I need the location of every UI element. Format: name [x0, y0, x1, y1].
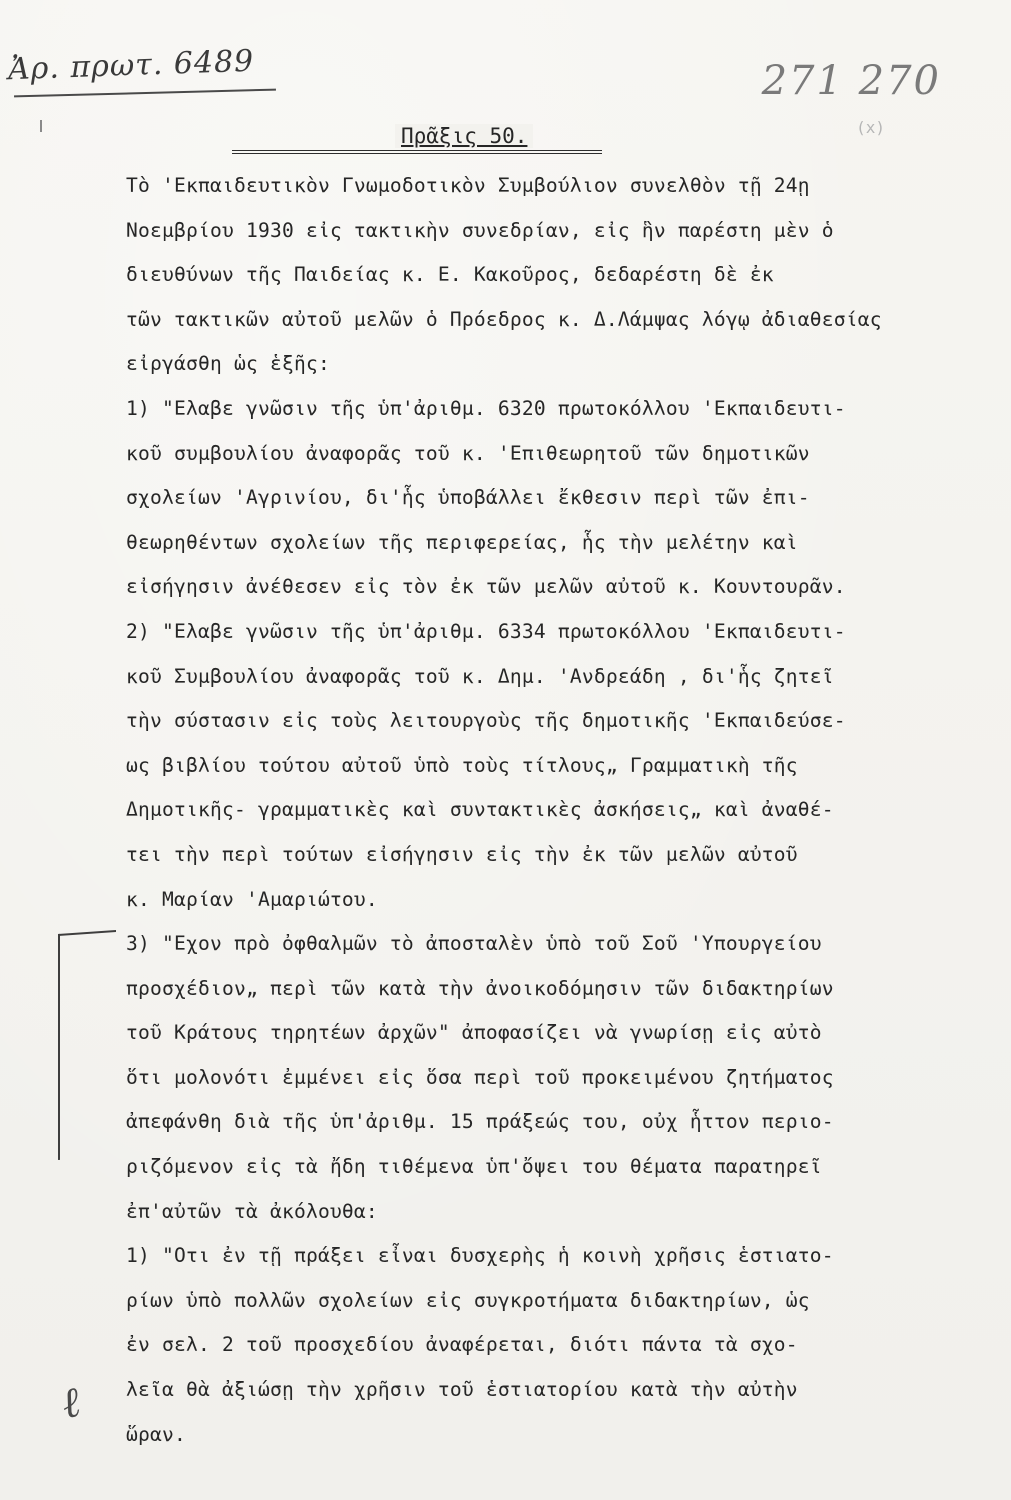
text-line: 1) "Ελαβε γνῶσιν τῆς ὑπ'ἀριθμ. 6320 πρωτοκόλλου 'Εκπαιδευτι- — [126, 396, 846, 420]
text-line: 2) "Ελαβε γνῶσιν τῆς ὑπ'ἀριθμ. 6334 πρωτοκόλλου 'Εκπαιδευτι- — [126, 619, 846, 643]
text-line: σχολείων 'Αγρινίου, δι'ἧς ὑποβάλλει ἔκθεσιν περὶ τῶν ἐπι- — [126, 486, 810, 510]
text-line: κ. Μαρίαν 'Αμαριώτου. — [126, 887, 378, 911]
text-line: τει τὴν περὶ τούτων εἰσήγησιν εἰς τὴν ἐκ τῶν μελῶν αὐτοῦ — [126, 842, 798, 866]
text-line: ὅτι μολονότι ἐμμένει εἰς ὅσα περὶ τοῦ προκειμένου ζητήματος — [126, 1065, 834, 1089]
text-line: Τὸ 'Εκπαιδευτικὸν Γνωμοδοτικὸν Συμβούλιον συνελθὸν τῇ 24ῃ — [126, 174, 810, 197]
text-line: διευθύνων τῆς Παιδείας κ. Ε. Κακοῦρος, δεδαρέστη δὲ ἐκ — [126, 263, 774, 287]
text-line: ἐν σελ. 2 τοῦ προσχεδίου ἀναφέρεται, διότι πάντα τὰ σχο- — [126, 1333, 798, 1357]
text-line: κοῦ συμβουλίου ἀναφορᾶς τοῦ κ. 'Επιθεωρητοῦ τῶν δημοτικῶν — [126, 441, 810, 465]
text-line: 1) "Οτι ἐν τῇ πράξει εἶναι δυσχερὴς ἡ κοινὴ χρῆσις ἑστιατο- — [126, 1244, 834, 1268]
text-line: ὥραν. — [126, 1422, 186, 1446]
text-line: εἰσήγησιν ἀνέθεσεν εἰς τὸν ἐκ τῶν μελῶν αὐτοῦ κ. Κουντουρᾶν. — [126, 575, 846, 599]
text-line: θεωρηθέντων σχολείων τῆς περιφερείας, ἧς τὴν μελέτην καὶ — [126, 530, 798, 554]
margin-tick — [40, 120, 42, 132]
text-line: ως βιβλίου τούτου αὐτοῦ ὑπὸ τοὺς τίτλους„ Γραμματικὴ τῆς — [126, 753, 798, 777]
faint-corner-mark: (x) — [856, 118, 885, 137]
text-line: Νοεμβρίου 1930 εἰς τακτικὴν συνεδρίαν, εἰς ἣν παρέστη μὲν ὁ — [126, 218, 834, 242]
handwritten-reference: Ἀρ. πρωτ. 6489 — [7, 43, 255, 88]
text-line: ἐπ'αὐτῶν τὰ ἀκόλουθα: — [126, 1199, 378, 1223]
text-line: ἀπεφάνθη διὰ τῆς ὑπ'ἀριθμ. 15 πράξεώς του, οὐχ ἧττον περιο- — [126, 1110, 834, 1134]
text-line: λεῖα θὰ ἀξιώσῃ τὴν χρῆσιν τοῦ ἑστιατορίου κατὰ τὴν αὐτὴν — [126, 1378, 798, 1402]
text-line: τὴν σύστασιν εἰς τοὺς λειτουργοὺς τῆς δημοτικῆς 'Εκπαιδεύσε- — [126, 709, 846, 733]
text-line: εἰργάσθη ὡς ἑξῆς: — [126, 352, 330, 376]
text-line: προσχέδιον„ περὶ τῶν κατὰ τὴν ἀνοικοδόμησιν τῶν διδακτηρίων — [126, 976, 834, 1000]
text-line: Δημοτικῆς- γραμματικὲς καὶ συντακτικὲς ἀσκήσεις„ καὶ ἀναθέ- — [126, 798, 834, 822]
text-line: ρίων ὑπὸ πολλῶν σχολείων εἰς συγκροτήματα διδακτηρίων, ὡς — [126, 1288, 810, 1312]
handwritten-reference-underline — [14, 89, 276, 98]
margin-scribble: ℓ — [56, 1376, 85, 1429]
text-line: 3) "Εχον πρὸ ὀφθαλμῶν τὸ ἀποσταλὲν ὑπὸ τοῦ Σοῦ 'Υπουργείου — [126, 932, 822, 956]
margin-bracket-mark — [58, 930, 116, 1160]
text-line: τῶν τακτικῶν αὐτοῦ μελῶν ὁ Πρόεδρος κ. Δ.Λάμψας λόγῳ ἀδιαθεσίας — [126, 307, 882, 331]
text-line: τοῦ Κράτους τηρητέων ἀρχῶν" ἀποφασίζει νὰ γνωρίσῃ εἰς αὐτὸ — [126, 1021, 822, 1045]
text-line: κοῦ Συμβουλίου ἀναφορᾶς τοῦ κ. Δημ. 'Ανδρεάδη , δι'ἧς ζητεῖ — [126, 664, 834, 688]
text-line: ριζόμενον εἰς τὰ ἤδη τιθέμενα ὑπ'ὄψει του θέματα παρατηρεῖ — [126, 1155, 822, 1179]
handwritten-page-number: 271 270 — [761, 58, 941, 104]
document-title: Πρᾶξις 50. — [395, 124, 533, 148]
title-double-rule — [232, 150, 602, 154]
typed-body — [126, 164, 986, 1457]
